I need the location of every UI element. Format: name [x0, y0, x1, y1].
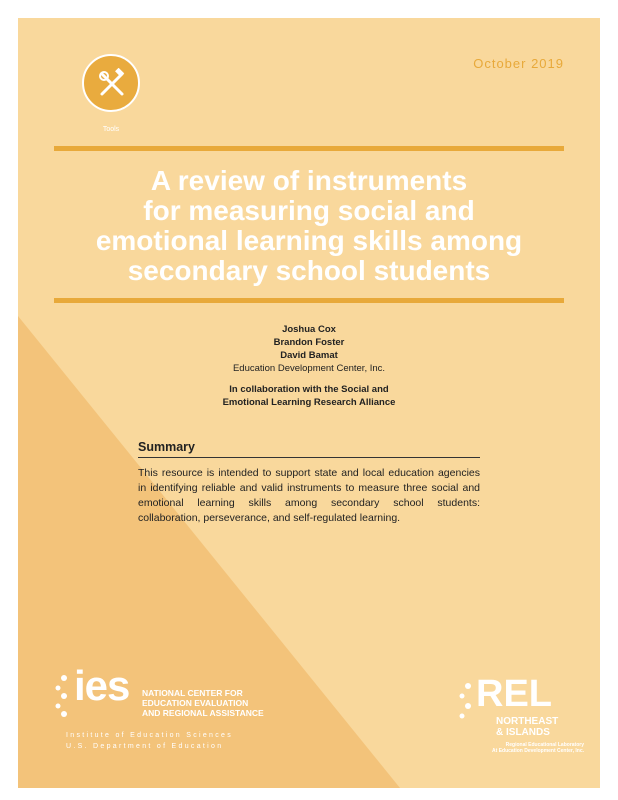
- summary-text: This resource is intended to support state and local education agencies in identifying reliable and valid instruments to measure three social and emotional learning skills among secondary school students: collaboration, perseverance, and self-regulated learning.: [138, 467, 480, 524]
- ies-wordmark: ies: [74, 662, 130, 709]
- tools-icon: [96, 68, 128, 100]
- rel-sub-line: At Education Development Center, Inc.: [492, 748, 584, 754]
- rel-dots-icon: [458, 682, 474, 722]
- rel-wordmark: REL: [476, 673, 552, 715]
- author-name: Brandon Foster: [273, 337, 345, 348]
- rel-region-name: [496, 716, 558, 738]
- author-name: David Bamat: [280, 350, 338, 361]
- rel-name-line: NORTHEAST: [496, 716, 559, 727]
- ies-center-line: NATIONAL CENTER FOR: [142, 688, 243, 698]
- author-organization: Education Development Center, Inc.: [232, 363, 386, 374]
- author-name: Joshua Cox: [282, 324, 336, 335]
- tools-label: Tools: [102, 126, 120, 133]
- title-top-rule: [54, 146, 564, 151]
- collaboration-line: Emotional Learning Research Alliance: [222, 397, 396, 408]
- ies-sub-line: Institute of Education Sciences: [66, 732, 234, 739]
- ies-center-line: AND REGIONAL ASSISTANCE: [142, 708, 264, 718]
- title-line: for measuring social and: [143, 195, 475, 226]
- ies-center-line: EDUCATION EVALUATION: [142, 698, 249, 708]
- ies-dots-icon: [54, 674, 74, 718]
- title-line: secondary school students: [127, 255, 491, 286]
- author-block: [54, 323, 564, 409]
- ies-subtitle: [66, 730, 296, 752]
- summary-section: [138, 440, 480, 526]
- rel-sub-line: Regional Educational Laboratory: [505, 742, 584, 748]
- title-line: emotional learning skills among: [95, 225, 523, 256]
- rel-name-line: & ISLANDS: [496, 727, 550, 738]
- rel-subtitle: [474, 742, 584, 754]
- title-bottom-rule: [54, 298, 564, 303]
- report-cover: [18, 18, 600, 788]
- collaboration-line: In collaboration with the Social and: [229, 384, 389, 395]
- title-line: A review of instruments: [150, 165, 468, 196]
- report-title: [54, 166, 564, 286]
- ies-center-name: [142, 688, 302, 718]
- publication-date: October 2019: [473, 56, 564, 71]
- summary-heading: Summary: [138, 440, 480, 458]
- tools-badge: [82, 54, 140, 112]
- ies-sub-line: U.S. Department of Education: [66, 743, 224, 750]
